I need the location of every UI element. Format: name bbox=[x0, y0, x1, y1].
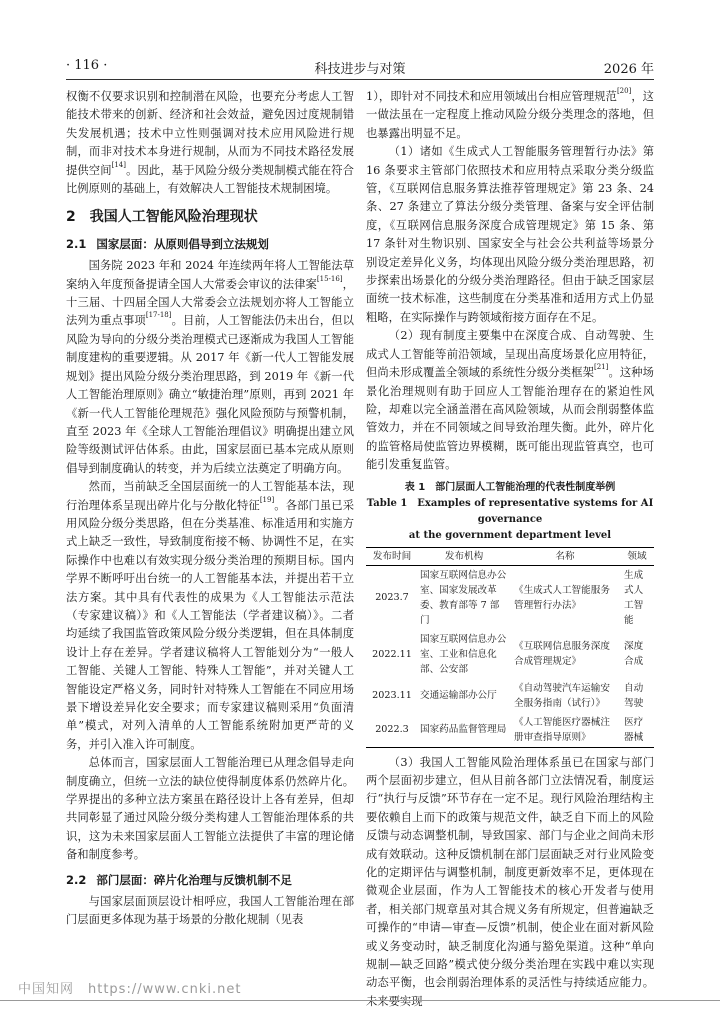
cell-name: 《生成式人工智能服务管理暂行办法》 bbox=[514, 584, 610, 611]
cell-time: 2023.7 bbox=[375, 592, 409, 604]
footer-rule bbox=[0, 1000, 720, 1001]
right-paragraph-1: 1），即针对不同技术和应用领域出台相应管理规范[20]，这一做法虽在一定程度上推动风险分级分类理念的落地，但也暴露出明显不足。 bbox=[366, 87, 654, 140]
cell-org: 国家互联网信息办公室、国家发展改革委、教育部等 7 部门 bbox=[420, 569, 507, 626]
right-column bbox=[366, 88, 654, 1011]
cell-time: 2023.11 bbox=[372, 690, 412, 702]
cell-name: 《互联网信息服务深度合成管理规定》 bbox=[514, 641, 610, 668]
cell-name: 《自动驾驶汽车运输安全服务指南（试行）》 bbox=[514, 682, 610, 709]
left-paragraph-5: 与国家层面顶层设计相呼应，我国人工智能治理在部门层面更多体现为基于场景的分散化规制（见表 bbox=[66, 895, 354, 927]
table-row bbox=[366, 679, 654, 713]
table-caption-cn: 表 1 部门层面人工智能治理的代表性制度举例 bbox=[404, 481, 616, 493]
journal-title: 科技进步与对策 bbox=[314, 62, 406, 77]
right-paragraph-4: （3）我国人工智能风险治理体系虽已在国家与部门两个层面初步建立，但从目前各部门立法情况看，制度运行“执行与反馈”环节存在一定不足。现行风险治理结构主要依赖自上而下的政策与规范文件，缺乏自下而上的风险反馈与动态调整机制，导致国家、部门与企业之间尚未形成有效联动。这种反馈机制在部门层面缺乏对行业风险变化的定期评估与调整机制，制度更新效率不足，更体现在微观企业层面，作为人工智能技术的核心开发者与使用者，相关部门规章虽对其合规义务有所规定，但普遍缺乏可操作的“申请—审查—反馈”机制，使企业在面对新风险或义务变动时，缺乏制度化沟通与豁免渠道。这种“单向规制—缺乏回路”模式使分级分类治理在实践中难以实现动态平衡，也会削弱治理体系的灵活性与持续适应能力。未来要实现 bbox=[366, 755, 654, 1008]
col-header-name: 名称 bbox=[510, 547, 620, 565]
right-paragraph-2: （1）诸如《生成式人工智能服务管理暂行办法》第 16 条要求主管部门依照技术和应用特点采取分类分级监管，《互联网信息服务算法推荐管理规定》第 23 条、24 条、27 条建立了算法分级分类管理、备案与安全评估制度，《互联网信息服务深度合成管理规定》第 15 条、第 17 条针对生物识别、国家安全与社会公共利益等场景分别设定差异化义务，均体现出风险分级分类治理思路，初步探索出场景化的分级分类治理路径。但由于缺乏国家层面统一技术标准，这些制度在分类基准和适用方式上仍显粗略，在实际操作与跨领域衔接方面存在不足。 bbox=[366, 145, 654, 324]
left-column bbox=[66, 88, 354, 930]
right-paragraph-3: （2）现有制度主要集中在深度合成、自动驾驶、生成式人工智能等前沿领域，呈现出高度场景化应用特征，但尚未形成覆盖全领域的系统性分级分类框架[21]。这种场景化治理规则有助于回应人工智能治理存在的紧迫性风险，却难以完全涵盖潜在高风险领域，从而会削弱整体监管效力，并在不同领域之间导致治理失衡。此外，碎片化的监管格局使监管边界模糊，既可能出现监管真空，也可能引发重复监管。 bbox=[366, 329, 654, 472]
header-rule bbox=[66, 79, 654, 80]
col-header-field: 领域 bbox=[620, 547, 654, 565]
col-header-org: 发布机构 bbox=[418, 547, 510, 565]
cell-time: 2022.11 bbox=[372, 648, 412, 660]
col-header-time: 发布时间 bbox=[366, 547, 418, 565]
page-number: · 116 · bbox=[66, 58, 108, 73]
citation[interactable]: [17-18] bbox=[145, 311, 172, 320]
left-paragraph-2: 国务院 2023 年和 2024 年连续两年将人工智能法草案纳入年度预备提请全国人大常委会审议的法律案[15-16]，十三届、十四届全国人大常委会立法规划亦将人工智能立法列为重点事项[17-18]。目前，人工智能法仍未出台，但以风险为导向的分级分类治理模式已逐渐成为我国人工智能制度建构的重要逻辑。从 2017 年《新一代人工智能发展规划》提出风险分级分类治理思路，到 2019 年《新一代人工智能治理原则》确立“敏捷治理”原则，再到 2021 年《新一代人工智能伦理规范》强化风险预防与预警机制，直至 2023 年《全球人工智能治理倡议》明确提出建立风险等级测试评估体系。由此，国家层面已基本完成从原则倡导到制度确认的转变，并为后续立法奠定了明确方向。 bbox=[66, 259, 354, 475]
governance-table bbox=[366, 547, 654, 748]
citation[interactable]: [14] bbox=[111, 160, 126, 169]
cell-org: 国家互联网信息办公室、工业和信息化部、公安部 bbox=[420, 633, 507, 675]
left-paragraph-4: 总体而言，国家层面人工智能治理已从理念倡导走向制度确立，但统一立法的缺位使得制度体系仍然碎片化。学界提出的多种立法方案虽在路径设计上各有差异，但却共同彰显了通过风险分级分类构建人工智能治理体系的共识，这为未来国家层面人工智能立法提供了丰富的理论储备和制度参考。 bbox=[66, 756, 354, 862]
table-row bbox=[366, 565, 654, 630]
left-paragraph-3: 然而，当前缺乏全国层面统一的人工智能基本法，现行治理体系呈现出碎片化与分散化特征[19]。各部门虽已采用风险分级分类思路，但在分类基准、标准适用和实施方式上缺乏一致性，导致制度衔接不畅、协调性不足，在实际操作中也难以有效实现分级分类治理的预期目标。国内学界不断呼吁出台统一的人工智能基本法，并提出若干立法方案。其中具有代表性的成果为《人工智能法示范法（专家建议稿）》和《人工智能法（学者建议稿）》。二者均延续了我国监管政策风险分级分类逻辑，但在具体制度设计上存在差异。学者建议稿将人工智能划分为“一般人工智能、关键人工智能、特殊人工智能”，并对关键人工智能设定严格义务，同时针对特殊人工智能在不同应用场景下增设差异化安全要求；而专家建议稿则采用“负面清单”模式，对列入清单的人工智能系统附加更严苛的义务，并引入准入许可制度。 bbox=[66, 480, 354, 751]
section-2-2-heading: 2.2 部门层面：碎片化治理与反馈机制不足 bbox=[66, 872, 292, 887]
citation[interactable]: [19] bbox=[259, 495, 275, 504]
section-2-heading: 2 我国人工智能风险治理现状 bbox=[66, 209, 258, 226]
citation[interactable]: [15-16] bbox=[316, 274, 343, 283]
cell-org: 国家药品监督管理局 bbox=[418, 713, 510, 748]
citation[interactable]: [21] bbox=[594, 363, 609, 372]
page-header bbox=[66, 58, 654, 78]
cell-org: 交通运输部办公厅 bbox=[420, 690, 497, 702]
citation[interactable]: [20] bbox=[616, 87, 632, 95]
table-header-row bbox=[366, 547, 654, 565]
cell-field: 医疗器械 bbox=[620, 713, 654, 748]
cell-field: 自动驾驶 bbox=[624, 682, 644, 709]
table-row bbox=[366, 630, 654, 679]
cnki-watermark: 中国知网 https://www.cnki.net bbox=[18, 982, 242, 997]
cell-time: 2022.3 bbox=[366, 713, 418, 748]
cell-field: 深度合成 bbox=[624, 641, 644, 668]
left-paragraph-1: 权衡不仅要求识别和控制潜在风险，也要充分考虑人工智能技术带来的创新、经济和社会效益，避免因过度规制错失发展机遇；技术中立性则强调对技术应用风险进行规制，而非对技术本身进行规制，从而为不同技术路径发展提供空间[14]。因此，基于风险分级分类规制模式能在符合比例原则的基础上，有效解决人工智能技术规制困境。 bbox=[66, 90, 354, 196]
issue-year: 2026 年 bbox=[603, 62, 654, 77]
section-2-1-heading: 2.1 国家层面：从原则倡导到立法规划 bbox=[66, 236, 269, 251]
cell-name: 《人工智能医疗器械注册审查指导原则》 bbox=[510, 713, 620, 748]
table-caption-en: Table 1 Examples of representative systems for AI governance at the government department level bbox=[366, 497, 654, 541]
table-row bbox=[366, 713, 654, 748]
cell-field: 生成式人工智能 bbox=[624, 569, 644, 626]
